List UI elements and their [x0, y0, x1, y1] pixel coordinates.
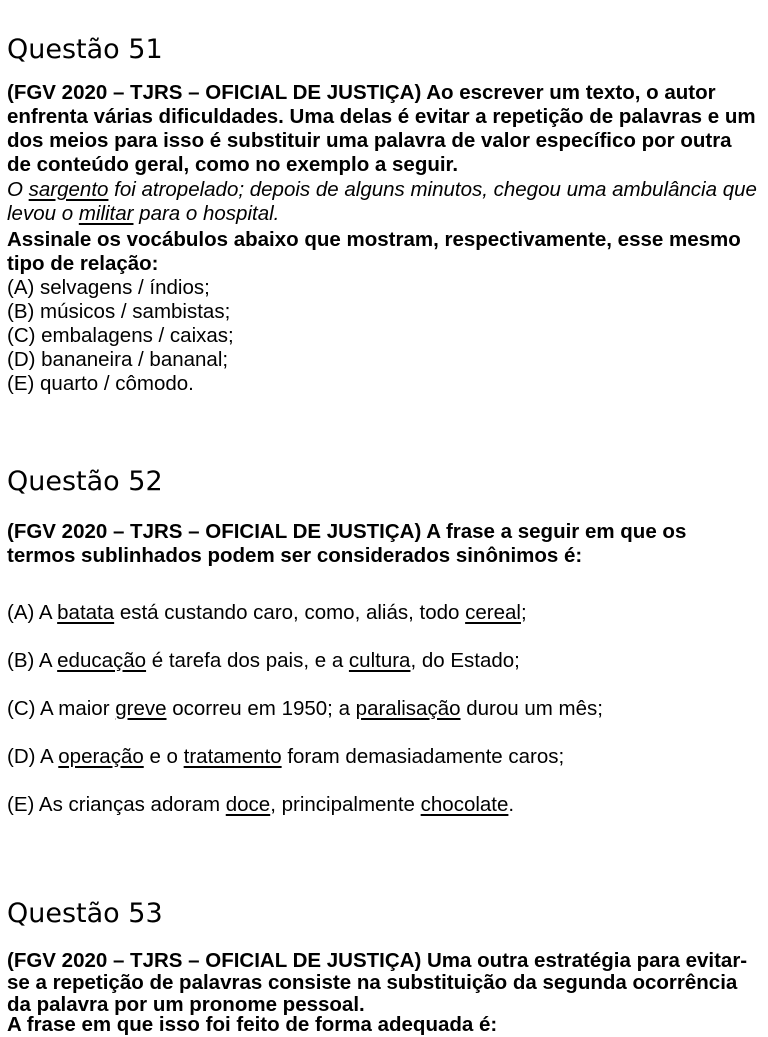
option-d: (D) bananeira / bananal; — [7, 348, 229, 371]
option-text: foram demasiadamente caros; — [281, 745, 565, 768]
option-text: . — [508, 793, 515, 816]
underlined-term: greve — [115, 697, 167, 720]
question-51-title: Questão 51 — [7, 34, 163, 65]
question-53-statement: (FGV 2020 – TJRS – OFICIAL DE JUSTIÇA) Uma outra estratégia para evitar-se a repetição de palavras consiste na substituição da segunda ocorrência da palavra por um pronome pessoal. — [7, 949, 748, 1016]
question-53-title: Questão 53 — [7, 898, 163, 929]
option-text: ; — [520, 601, 527, 624]
underlined-term: chocolate — [420, 793, 509, 816]
option-text: ocorreu em 1950; a — [166, 697, 356, 720]
underlined-term: paralisação — [355, 697, 461, 720]
option-text: (D) A — [7, 745, 59, 768]
option-b: (B) músicos / sambistas; — [7, 300, 231, 323]
option-c: (C) embalagens / caixas; — [7, 324, 234, 347]
underlined-term: sargento — [28, 178, 109, 201]
underlined-term: doce — [225, 793, 271, 816]
option-c — [7, 697, 603, 721]
example-text: foi atropelado; depois de alguns minutos, chegou uma ambulância que levou o — [7, 178, 757, 225]
question-53-partial-line: A frase em que isso foi feito de forma adequada é: — [7, 1013, 498, 1036]
underlined-term: militar — [78, 202, 134, 225]
question-52-title: Questão 52 — [7, 466, 163, 497]
option-d — [7, 745, 564, 769]
option-e — [7, 793, 514, 817]
option-text: , principalmente — [270, 793, 421, 816]
option-text: é tarefa dos pais, e a — [146, 649, 349, 672]
question-51-example — [7, 178, 759, 226]
option-a: (A) selvagens / índios; — [7, 276, 210, 299]
option-text: está custando caro, como, aliás, todo — [114, 601, 466, 624]
underlined-term: tratamento — [183, 745, 282, 768]
underlined-term: cereal — [465, 601, 521, 624]
option-text: durou um mês; — [460, 697, 603, 720]
example-text: O — [7, 178, 29, 201]
question-52-statement: (FGV 2020 – TJRS – OFICIAL DE JUSTIÇA) A frase a seguir em que os termos sublinhados podem ser considerados sinônimos é: — [7, 520, 687, 567]
option-text: (C) A maior — [7, 697, 116, 720]
question-51-instruction: Assinale os vocábulos abaixo que mostram, respectivamente, esse mesmo tipo de relação: — [7, 228, 741, 275]
option-b — [7, 649, 520, 673]
underlined-term: educação — [57, 649, 147, 672]
underlined-term: operação — [58, 745, 144, 768]
option-text: , do Estado; — [410, 649, 520, 672]
option-text: (A) A — [7, 601, 58, 624]
option-text: (E) As crianças adoram — [7, 793, 226, 816]
question-51-statement: (FGV 2020 – TJRS – OFICIAL DE JUSTIÇA) Ao escrever um texto, o autor enfrenta várias dificuldades. Uma delas é evitar a repetição de palavras e um dos meios para isso é substituir uma palavra de valor específico por outra de conteúdo geral, como no exemplo a seguir. — [7, 81, 756, 176]
example-text: para o hospital. — [133, 202, 280, 225]
option-a — [7, 601, 527, 625]
option-text: e o — [143, 745, 184, 768]
underlined-term: batata — [57, 601, 115, 624]
option-text: (B) A — [7, 649, 58, 672]
underlined-term: cultura — [348, 649, 411, 672]
option-e: (E) quarto / cômodo. — [7, 372, 194, 395]
